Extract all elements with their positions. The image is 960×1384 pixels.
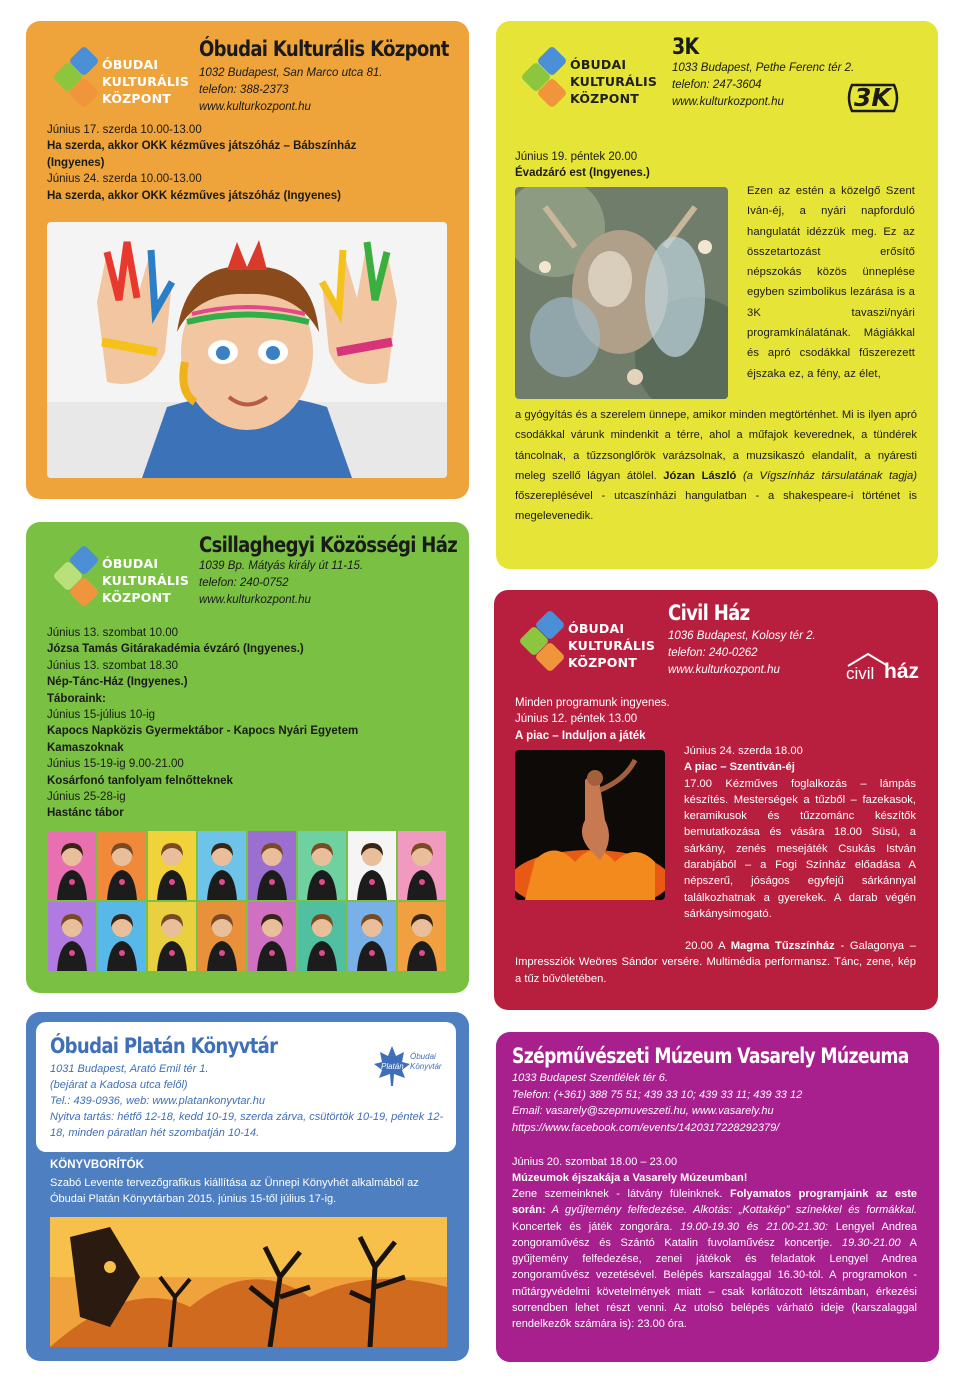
haz-logo-text: ház bbox=[884, 660, 920, 683]
child-portrait bbox=[298, 902, 346, 971]
child-portrait bbox=[248, 902, 296, 971]
logo-line: ÓBUDAI bbox=[570, 57, 627, 72]
okk-card bbox=[26, 21, 469, 499]
venue-phone: Telefon: (+361) 388 75 51; 439 33 10; 439 33 11; 439 33 12 bbox=[512, 1088, 803, 1101]
obudai-kulturalis-kozpont-logo bbox=[514, 41, 664, 117]
logo-line: ÓBUDAI bbox=[102, 57, 159, 72]
event-line: Nép-Tánc-Ház (Ingyenes.) bbox=[47, 676, 188, 689]
3k-badge-logo bbox=[846, 81, 900, 115]
event-line: Ha szerda, akkor OKK kézműves játszóház (Ingyenes) bbox=[47, 189, 341, 202]
performer-name: Magma Tűzszínház bbox=[730, 940, 835, 952]
venue-phone: telefon: 247-3604 bbox=[672, 79, 762, 91]
event-date: Június 24. szerda 18.00 bbox=[684, 745, 803, 757]
description-bold: Folyamatos programjaink az este során: bbox=[512, 1188, 917, 1217]
event-line: Június 15-július 10-ig bbox=[47, 709, 156, 722]
performer-note: (a Vígszínház társulatának tagja) bbox=[742, 469, 917, 482]
venue-website-link[interactable]: www.kulturkozpont.hu bbox=[199, 594, 311, 606]
venue-title: Civil Ház bbox=[668, 601, 750, 625]
child-portrait bbox=[48, 902, 96, 971]
event-title: Évadzáró est (Ingyenes.) bbox=[515, 167, 650, 180]
description-text: a gyógyítás és a szerelem ünnepe, amikor minden megtörténhet. Mi is ilyen apró csodákkal várunk mindenkit a térre, ahol a műfajok keverednek, a tündérek táncolnak, a tűzzsonglőrök varázsolnak, a muzsikaszó elandalít, a nyáresti meleg szellő lágyan átölel. bbox=[515, 409, 917, 482]
description-text: 20.00 A bbox=[685, 940, 725, 952]
venue-entrance: (bejárat a Kadosa utca felől) bbox=[50, 1079, 188, 1091]
library-info-box bbox=[36, 1022, 456, 1152]
event-line: Június 24. szerda 10.00-13.00 bbox=[47, 173, 202, 186]
event-date: Június 20. szombat 18.00 – 23.00 bbox=[512, 1156, 678, 1168]
event-line: Június 17. szerda 10.00-13.00 bbox=[47, 124, 202, 136]
venue-title: Óbudai Platán Könyvtár bbox=[50, 1034, 278, 1058]
event-description bbox=[515, 405, 917, 527]
exhibition-heading: KÖNYVBORÍTÓK bbox=[50, 1159, 144, 1171]
event-line: Június 13. szombat 18.30 bbox=[47, 659, 179, 672]
logo-line: Óbudai bbox=[410, 1052, 436, 1061]
event-line: Táboraink: bbox=[47, 692, 106, 705]
obudai-kulturalis-kozpont-logo bbox=[512, 605, 662, 681]
logo-line: KULTURÁLIS bbox=[570, 74, 658, 89]
event-description bbox=[512, 1186, 917, 1333]
child-portrait bbox=[398, 902, 446, 971]
exhibition-text: Szabó Levente tervezőgrafikus kiállítása az Ünnepi Könyvhét alkalmából az Óbudai Platán Könyvtárban 2015. június 15-től július 17-ig. bbox=[50, 1177, 419, 1205]
children-photo-grid bbox=[47, 830, 447, 972]
venue-website-link[interactable]: www.kulturkozpont.hu bbox=[668, 664, 780, 676]
venue-address: 1033 Budapest Szentlélek tér 6. bbox=[512, 1072, 668, 1084]
description-italic: 19.00-19.30 és 21.00-21.30: bbox=[672, 1220, 828, 1233]
venue-address: 1031 Budapest, Arató Emil tér 1. bbox=[50, 1063, 209, 1075]
description-text: A gyűjtemény felfedezése, zenei játékok és feladatok Lengyel Andrea zongoraművész vezetésével. Belépés karszalaggal 16.30-tól. A programokon - műtárgyvédelmi követelmények miatt – csak korlátozott létszámban, érkezési sorrendben lehet részt venni. Az utolsó belépés várható ideje (karszalaggal rendelkezők számára is): 23.00 óra. bbox=[512, 1236, 917, 1331]
event-description-side: Ezen az estén a közelgő Szent Iván-éj, a nyári napforduló hangulatát idézzük meg. Ez az összetartozást erősítő népszokás közös ünneplése egyben szimbolikus lezárása is a 3K tavaszi/nyári programkínálatának. Mágiákkal és apró csodákkal fűszerezett éjszaka ez, a fény, az élet, bbox=[747, 185, 915, 380]
venue-website-link[interactable]: www.kulturkozpont.hu bbox=[672, 96, 784, 108]
platan-library-logo bbox=[372, 1044, 452, 1094]
event-description: 17.00 Kézműves foglalkozás – lámpás készítés. Mesterségek a tűzből – fazekasok, keramikusok és tűzzománc készítők bemutatkozása és vására 18.00 Süsü, a sárkány, zenés mesejáték Csukás István darabjából – a Fogi Színház előadása A népszerű, jóságos egyfejű sárkánnyal találkozhatnak a gyerekek. A darab végén sárkánysimogató. bbox=[684, 777, 916, 920]
event-title: A piac – Induljon a játék bbox=[515, 729, 646, 742]
venue-website-link[interactable]: www.kulturkozpont.hu bbox=[199, 101, 311, 113]
event-list bbox=[47, 625, 358, 822]
description-italic: A gyűjtemény felfedezése. Alkotás: „Kottakép” színekkel és formákkal. bbox=[545, 1204, 917, 1217]
event-line: Kosárfonó tanfolyam felnőtteknek bbox=[47, 774, 233, 787]
book-cover-artwork bbox=[50, 1217, 447, 1347]
description-text: Zene szemeinknek - látvány füleinknek. bbox=[512, 1188, 723, 1200]
event-line: (Ingyenes) bbox=[47, 156, 105, 169]
child-portrait bbox=[298, 831, 346, 900]
obudai-kulturalis-kozpont-logo bbox=[46, 540, 196, 616]
venue-address: 1032 Budapest, San Marco utca 81. bbox=[199, 67, 383, 79]
description-text: főszereplésével - utcaszínházi hangulatban - a shakespeare-i történet is megelevenedik. bbox=[515, 490, 917, 523]
description-text: - Galagonya – Impressziók Weöres Sándor versére. Multimédia performansz. Tánc, zene, kép a tűz bűvöletében. bbox=[515, 940, 916, 985]
child-portrait bbox=[98, 831, 146, 900]
event-details bbox=[684, 743, 916, 922]
child-portrait bbox=[198, 902, 246, 971]
civil-haz-logo bbox=[844, 652, 918, 686]
description-text: Koncertek és játék zongorára. bbox=[512, 1220, 673, 1233]
event-line: Június 25-28-ig bbox=[47, 791, 126, 804]
3k-badge-text: 3K bbox=[854, 83, 891, 112]
event-list bbox=[47, 122, 356, 204]
child-portrait bbox=[198, 831, 246, 900]
intro-text: Minden programunk ingyenes. bbox=[515, 697, 670, 709]
description-italic: 19.30-21.00 bbox=[832, 1236, 901, 1249]
venue-title: Csillaghegyi Közösségi Ház bbox=[199, 533, 458, 557]
child-portrait bbox=[398, 831, 446, 900]
description-text: Lengyel Andrea zongoraművész és Szántó Katalin fuvolaművész koncertje. bbox=[512, 1220, 918, 1249]
venue-address: 1039 Bp. Mátyás király út 11-15. bbox=[199, 560, 364, 572]
child-portrait bbox=[248, 831, 296, 900]
vasarely-museum-card bbox=[496, 1032, 939, 1362]
facebook-event-link[interactable]: https://www.facebook.com/events/1420317228292379/ bbox=[512, 1121, 780, 1134]
opening-hours: Nyitva tartás: hétfő 12-18, kedd 10-19, szerda zárva, csütörtök 10-19, péntek 12-18, minden páratlan hét szombatján 10-14. bbox=[50, 1111, 444, 1139]
csillaghegyi-card bbox=[26, 522, 469, 993]
logo-line: KÖZPONT bbox=[570, 91, 639, 106]
venue-title: 3K bbox=[672, 35, 699, 60]
3k-card bbox=[496, 21, 938, 569]
logo-line: KULTURÁLIS bbox=[102, 573, 190, 588]
venue-address: 1033 Budapest, Pethe Ferenc tér 2. bbox=[672, 62, 855, 74]
logo-line: Könyvtár bbox=[410, 1062, 442, 1071]
venue-title: Szépművészeti Múzeum Vasarely Múzeuma bbox=[512, 1044, 909, 1068]
child-portrait bbox=[348, 902, 396, 971]
logo-line: ÓBUDAI bbox=[568, 621, 625, 636]
obudai-kulturalis-kozpont-logo bbox=[46, 41, 196, 117]
venue-phone: telefon: 388-2373 bbox=[199, 84, 289, 96]
event-line: Kapocs Napközis Gyermektábor - Kapocs Nyári Egyetem bbox=[47, 725, 359, 738]
civil-haz-card bbox=[494, 590, 938, 1010]
logo-line: Platán bbox=[381, 1062, 404, 1071]
fire-dancer-photo bbox=[515, 750, 665, 900]
venue-title: Óbudai Kulturális Központ bbox=[199, 37, 449, 61]
logo-line: KÖZPONT bbox=[568, 655, 637, 670]
logo-line: KÖZPONT bbox=[102, 91, 171, 106]
event-line: Kamaszoknak bbox=[47, 741, 124, 754]
child-portrait bbox=[148, 902, 196, 971]
child-portrait bbox=[98, 902, 146, 971]
logo-line: KULTURÁLIS bbox=[102, 74, 190, 89]
venue-contact: Tel.: 439-0936, web: www.platankonyvtar.hu bbox=[50, 1095, 266, 1107]
event-description bbox=[515, 938, 916, 987]
event-title: Múzeumok éjszakája a Vasarely Múzeumban! bbox=[512, 1172, 748, 1185]
venue-email[interactable]: Email: vasarely@szepmuveszeti.hu, www.vasarely.hu bbox=[512, 1105, 774, 1117]
venue-phone: telefon: 240-0752 bbox=[199, 577, 289, 589]
child-portrait bbox=[148, 831, 196, 900]
event-date: Június 19. péntek 20.00 bbox=[515, 151, 638, 163]
logo-line: KULTURÁLIS bbox=[568, 638, 656, 653]
event-line: Józsa Tamás Gitárakadémia évzáró (Ingyenes.) bbox=[47, 643, 304, 656]
event-line: Június 15-19-ig 9.00-21.00 bbox=[47, 758, 184, 771]
venue-address: 1036 Budapest, Kolosy tér 2. bbox=[668, 630, 816, 642]
event-line: Hastánc tábor bbox=[47, 807, 124, 820]
painted-child-photo bbox=[47, 222, 447, 478]
venue-phone: telefon: 240-0262 bbox=[668, 647, 758, 659]
event-line: Ha szerda, akkor OKK kézműves játszóház – Bábszínház bbox=[47, 140, 357, 153]
child-portrait bbox=[348, 831, 396, 900]
logo-line: ÓBUDAI bbox=[102, 556, 159, 571]
child-portrait bbox=[48, 831, 96, 900]
platan-konyvtar-card bbox=[26, 1012, 469, 1361]
event-title: A piac – Szentiván-éj bbox=[684, 761, 795, 774]
logo-line: KÖZPONT bbox=[102, 590, 171, 605]
civil-logo-text: civil bbox=[846, 664, 875, 683]
performer-name: Józan László bbox=[663, 469, 737, 482]
event-date: Június 12. péntek 13.00 bbox=[515, 713, 638, 726]
event-line: Június 13. szombat 10.00 bbox=[47, 627, 179, 639]
fairy-illustration bbox=[515, 187, 728, 399]
